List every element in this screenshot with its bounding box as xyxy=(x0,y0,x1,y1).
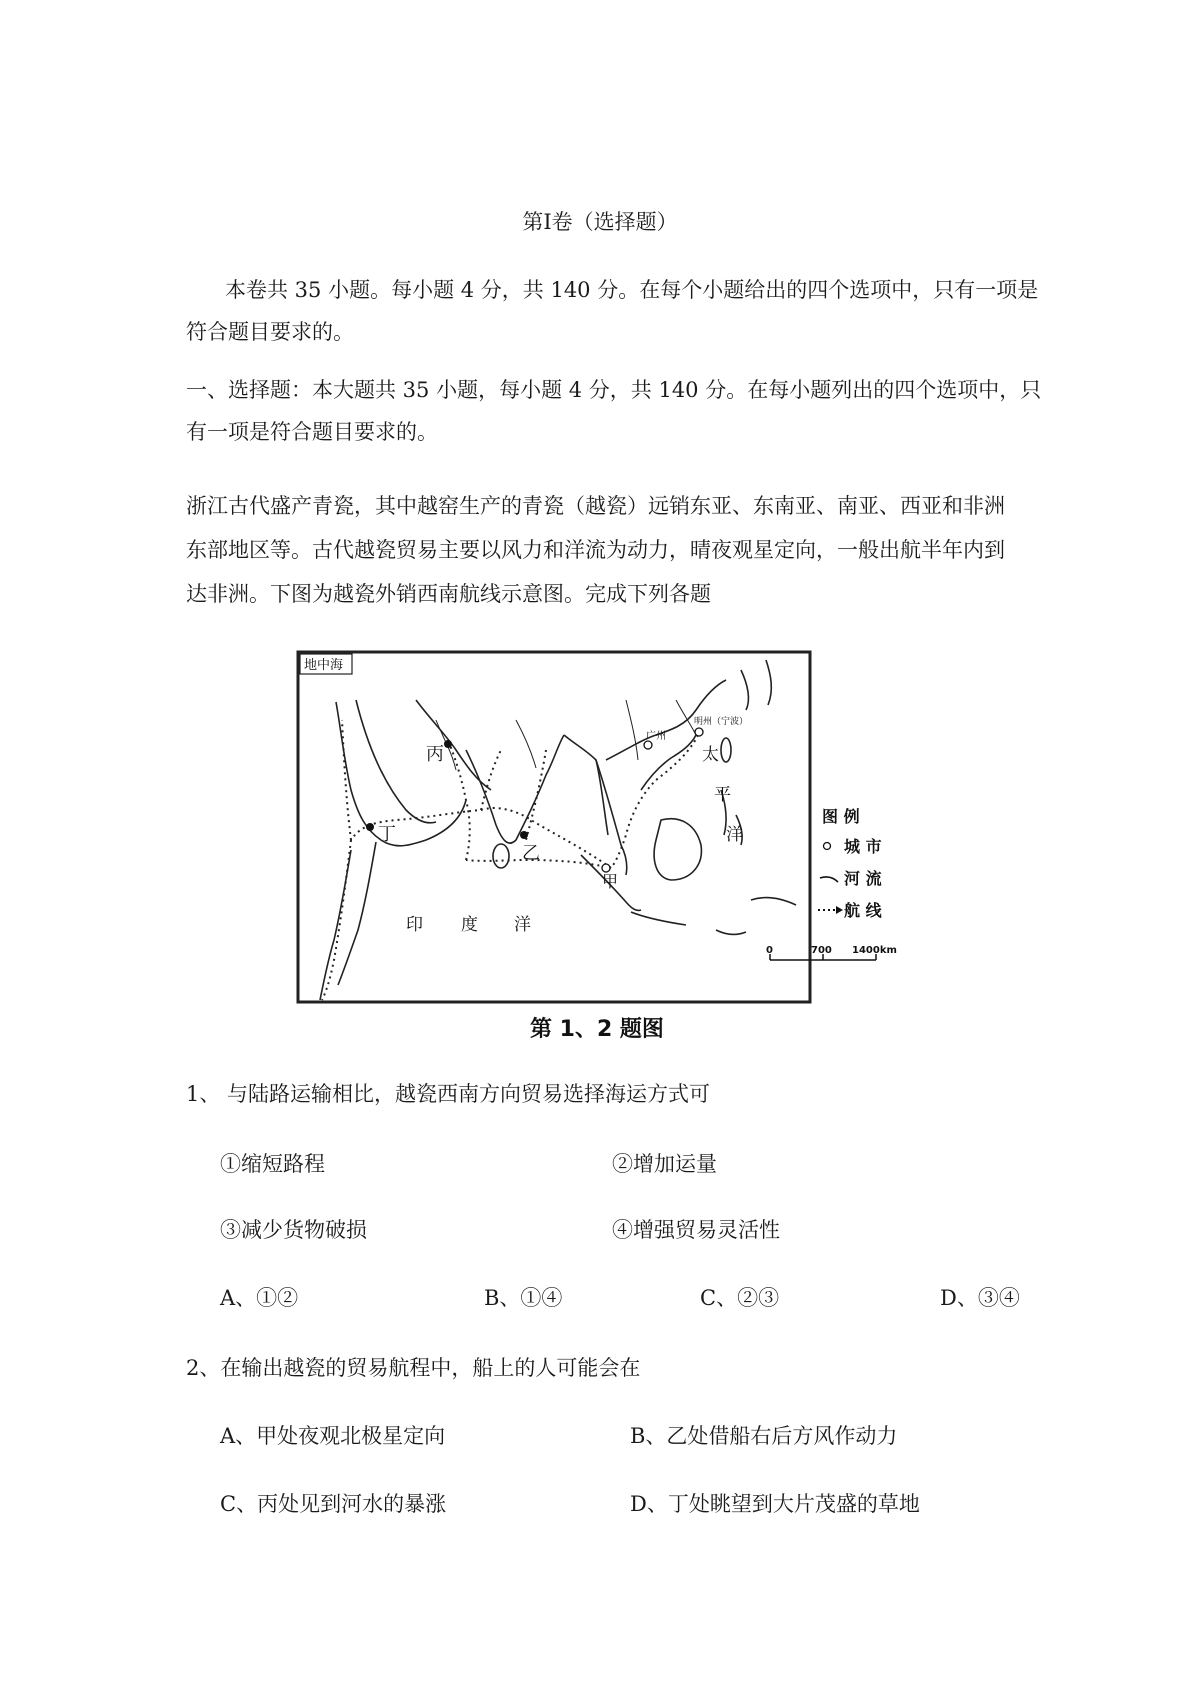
question-1-statement-3: ③减少货物破损 xyxy=(220,1218,367,1242)
question-1-option-d[interactable]: D、③④ xyxy=(940,1286,1020,1310)
passage-line-1: 浙江古代盛产青瓷，其中越窑生产的青瓷（越瓷）远销东亚、东南亚、南亚、西亚和非洲 xyxy=(186,494,1005,518)
legend-river-icon xyxy=(820,877,838,882)
question-1-statement-4: ④增强贸易灵活性 xyxy=(612,1218,780,1242)
label-mingzhou: 明州（宁波） xyxy=(694,717,749,727)
scale-mid: 700 xyxy=(811,945,832,956)
part-one-line-1: 一、选择题：本大题共 35 小题，每小题 4 分，共 140 分。在每小题列出的四个选项中，只 xyxy=(186,378,1042,402)
label-pacific-3: 洋 xyxy=(726,825,743,845)
label-indian-2: 度 xyxy=(461,915,478,935)
label-bing: 丙 xyxy=(426,744,444,765)
label-yi: 乙 xyxy=(522,843,540,864)
question-1-option-a[interactable]: A、①② xyxy=(220,1286,299,1310)
question-1-option-c[interactable]: C、②③ xyxy=(700,1286,780,1310)
label-jia: 甲 xyxy=(602,872,619,891)
question-2-option-b[interactable]: B、乙处借船右后方风作动力 xyxy=(630,1424,898,1448)
legend-route: 航 线 xyxy=(844,901,882,920)
instructions-line-1: 本卷共 35 小题。每小题 4 分，共 140 分。在每个小题给出的四个选项中，只有一项是 xyxy=(225,278,1039,302)
legend-city: 城 市 xyxy=(844,837,882,856)
passage-line-2: 东部地区等。古代越瓷贸易主要以风力和洋流为动力，晴夜观星定向，一般出航半年内到 xyxy=(186,538,1005,562)
question-2-option-d[interactable]: D、丁处眺望到大片茂盛的草地 xyxy=(630,1492,920,1516)
figure-caption: 第 1、2 题图 xyxy=(530,1017,664,1042)
legend-title: 图 例 xyxy=(822,807,860,826)
section-title: 第Ⅰ卷（选择题） xyxy=(522,210,678,234)
label-ding: 丁 xyxy=(378,824,396,845)
scale-zero: 0 xyxy=(766,945,773,956)
route-map xyxy=(296,640,956,1050)
question-1-statement-1: ①缩短路程 xyxy=(220,1152,325,1176)
instructions-line-2: 符合题目要求的。 xyxy=(186,320,354,344)
question-2-stem: 2、在输出越瓷的贸易航程中，船上的人可能会在 xyxy=(186,1356,641,1380)
question-1-option-b[interactable]: B、①④ xyxy=(484,1286,563,1310)
legend-river: 河 流 xyxy=(844,869,882,888)
label-pacific-2: 平 xyxy=(714,785,731,805)
label-pacific-1: 太 xyxy=(702,745,719,765)
question-1-stem: 1、 与陆路运输相比，越瓷西南方向贸易选择海运方式可 xyxy=(186,1082,711,1106)
route-map-svg xyxy=(296,640,956,1050)
label-guangzhou: 广州 xyxy=(646,731,666,742)
label-indian-3: 洋 xyxy=(514,915,531,935)
passage-line-3: 达非洲。下图为越瓷外销西南航线示意图。完成下列各题 xyxy=(186,582,711,606)
question-2-option-c[interactable]: C、丙处见到河水的暴涨 xyxy=(220,1492,447,1516)
map-legend xyxy=(818,807,883,920)
part-one-line-2: 有一项是符合题目要求的。 xyxy=(186,420,438,444)
label-indian-1: 印 xyxy=(406,915,423,935)
scale-end: 1400km xyxy=(852,945,897,956)
question-1-statement-2: ②增加运量 xyxy=(612,1152,717,1176)
question-2-option-a[interactable]: A、甲处夜观北极星定向 xyxy=(220,1424,446,1448)
legend-city-icon xyxy=(824,843,831,850)
mediterranean-label: 地中海 xyxy=(304,658,344,673)
